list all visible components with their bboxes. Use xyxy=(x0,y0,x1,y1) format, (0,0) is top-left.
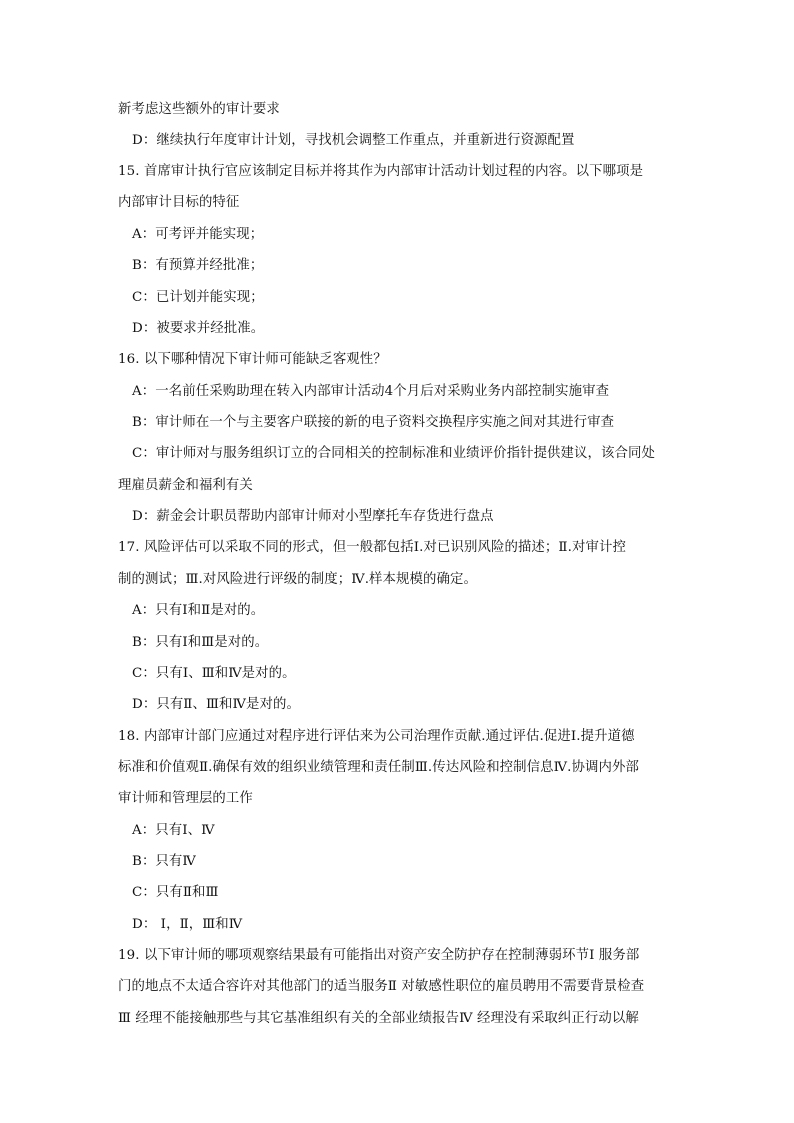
text-line: 新考虑这些额外的审计要求 xyxy=(118,102,280,117)
option-c: C：审计师对与服务组织订立的合同相关的控制标准和业绩评价指针提供建议，该合同处 xyxy=(132,446,655,461)
option-b: B：只有Ⅳ xyxy=(132,854,196,869)
option-b: B：审计师在一个与主要客户联接的新的电子资料交换程序实施之间对其进行审查 xyxy=(132,415,615,430)
option-c: C：只有Ⅰ、Ⅲ和Ⅳ是对的。 xyxy=(132,666,296,681)
option-d: D： Ⅰ，Ⅱ，Ⅲ和Ⅳ xyxy=(132,917,243,932)
text-line: 标准和价值观Ⅱ.确保有效的组织业绩管理和责任制Ⅲ.传达风险和控制信息Ⅳ.协调内外部 xyxy=(118,760,639,775)
text-line: Ⅲ 经理不能接触那些与其它基准组织有关的全部业绩报告Ⅳ 经理没有采取纠正行动以解 xyxy=(118,1011,639,1026)
question-16: 16. 以下哪种情况下审计师可能缺乏客观性？ xyxy=(118,352,387,367)
option-a: A：一名前任采购助理在转入内部审计活动4个月后对采购业务内部控制实施审查 xyxy=(132,384,610,399)
option-d: D：被要求并经批准。 xyxy=(132,321,265,336)
text-line: 内部审计目标的特征 xyxy=(118,195,240,210)
text-line: 门的地点不太适合容许对其他部门的适当服务Ⅱ 对敏感性职位的雇员聘用不需要背景检查 xyxy=(118,979,645,994)
text-line: 审计师和管理层的工作 xyxy=(118,791,253,806)
option-c: C：只有Ⅱ和Ⅲ xyxy=(132,885,219,900)
text-line: 制的测试；Ⅲ.对风险进行评级的制度；Ⅳ.样本规模的确定。 xyxy=(118,572,477,587)
option-a: A：只有Ⅰ、Ⅳ xyxy=(132,823,215,838)
option-b: B：只有Ⅰ和Ⅲ是对的。 xyxy=(132,635,269,650)
option-a: A：只有Ⅰ和Ⅱ是对的。 xyxy=(132,603,265,618)
question-19: 19. 以下审计师的哪项观察结果最有可能指出对资产安全防护存在控制薄弱环节Ⅰ 服务部 xyxy=(118,948,640,963)
text-line: 理雇员薪金和福利有关 xyxy=(118,478,253,493)
question-18: 18. 内部审计部门应通过对程序进行评估来为公司治理作贡献.通过评估.促进Ⅰ.提升道德 xyxy=(118,729,635,744)
question-15: 15. 首席审计执行官应该制定目标并将其作为内部审计活动计划过程的内容。以下哪项是 xyxy=(118,164,644,179)
option-d: D：薪金会计职员帮助内部审计师对小型摩托车存货进行盘点 xyxy=(132,509,494,524)
option-a: A：可考评并能实现； xyxy=(132,227,264,242)
option-d: D：继续执行年度审计计划，寻找机会调整工作重点，并重新进行资源配置 xyxy=(132,133,575,148)
question-17: 17. 风险评估可以采取不同的形式，但一般都包括Ⅰ.对已识别风险的描述；Ⅱ.对审计控 xyxy=(118,540,626,555)
option-b: B：有预算并经批准； xyxy=(132,258,264,273)
option-d: D：只有Ⅱ、Ⅲ和Ⅳ是对的。 xyxy=(132,697,300,712)
option-c: C：已计划并能实现； xyxy=(132,290,264,305)
